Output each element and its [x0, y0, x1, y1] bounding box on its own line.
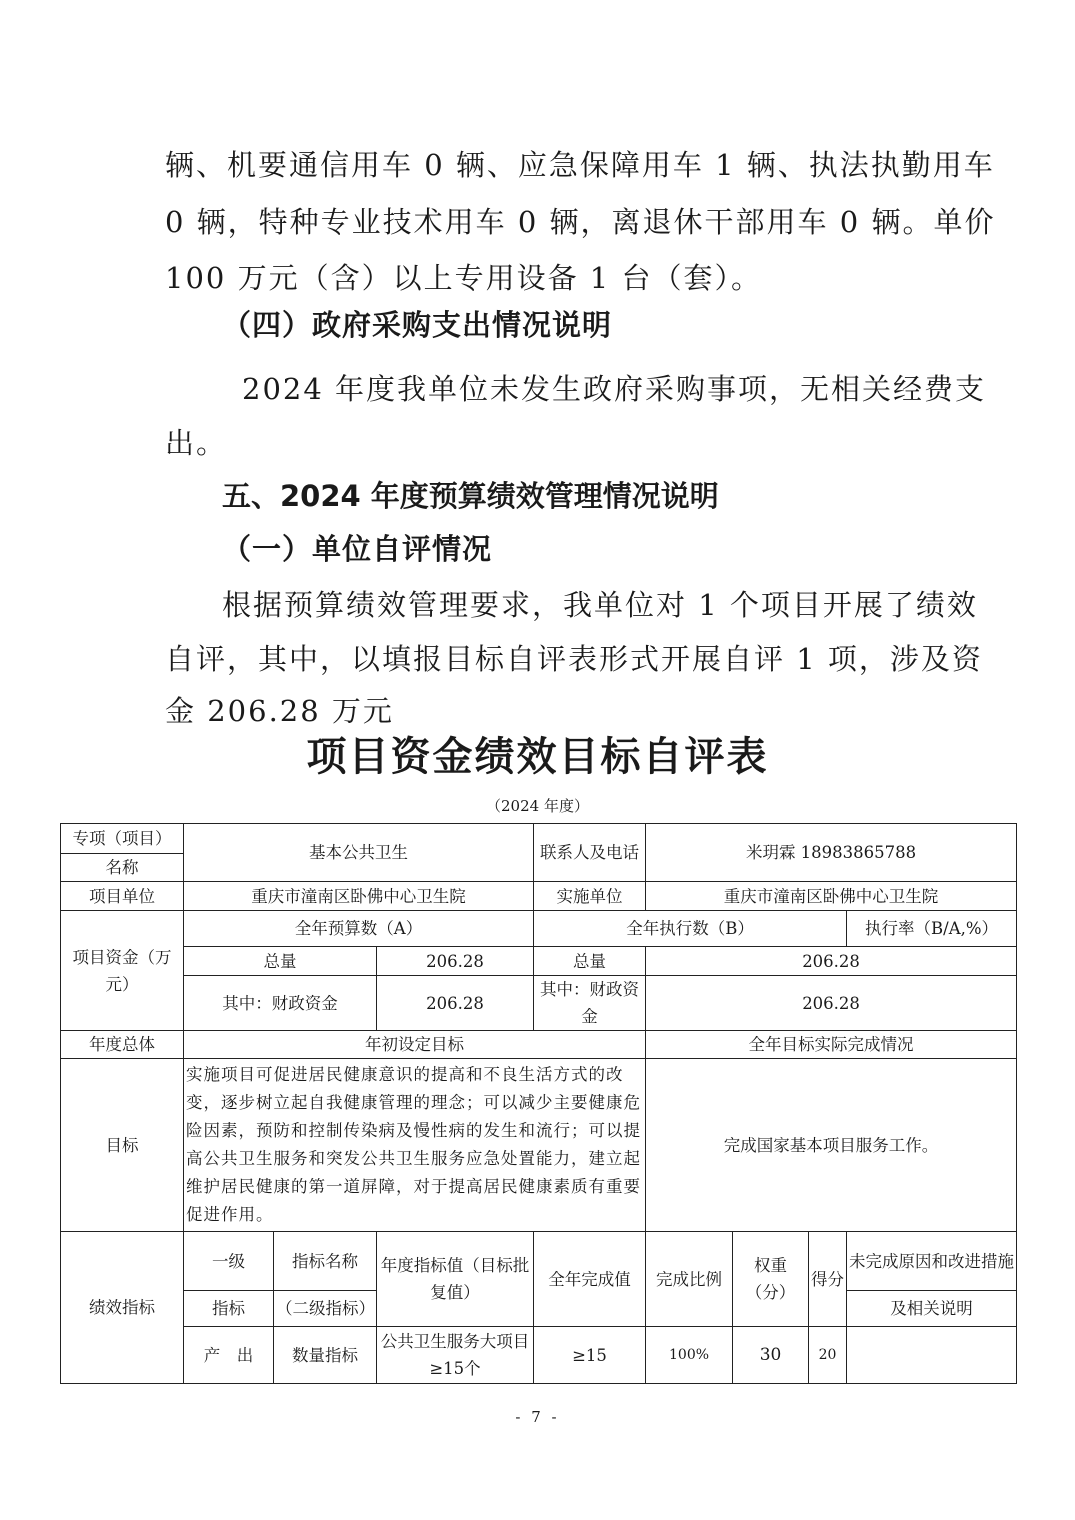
- impl-value: 重庆市潼南区卧佛中心卫生院: [646, 882, 1017, 911]
- initial-goal-header: 年初设定目标: [184, 1031, 646, 1059]
- score-header: 得分: [809, 1232, 847, 1327]
- fiscal-label-b: 其中：财政资金: [534, 976, 646, 1031]
- row-indicator-name: 数量指标: [274, 1327, 377, 1384]
- paragraph-line: 辆、机要通信用车 0 辆、应急保障用车 1 辆、执法执勤用车: [165, 148, 995, 182]
- indicator-name-header-2: （二级指标）: [274, 1291, 377, 1327]
- paragraph-line: 100 万元（含）以上专用设备 1 台（套）。: [165, 261, 762, 295]
- total-budget: 206.28: [377, 947, 534, 976]
- impl-label: 实施单位: [534, 882, 646, 911]
- full-year-done-header: 全年完成值: [534, 1232, 646, 1327]
- perf-label: 绩效指标: [61, 1232, 184, 1384]
- goal-text: 实施项目可促进居民健康意识的提高和不良生活方式的改变，逐步树立起自我健康管理的理念；可以减少主要健康危险因素，预防和控制传染病及慢性病的发生和流行；可以提高公共卫生服务和突发公共卫生服务应急处置能力，建立起维护居民健康的第一道屏障，对于提高居民健康素质有重要促进作用。: [184, 1059, 646, 1232]
- contact-value: 米玥霖 18983865788: [646, 824, 1017, 882]
- paragraph-line: 金 206.28 万元: [165, 694, 394, 728]
- paragraph-line: 根据预算绩效管理要求，我单位对 1 个项目开展了绩效: [222, 588, 978, 622]
- performance-table: [60, 823, 1017, 1384]
- actual-header: 全年目标实际完成情况: [646, 1031, 1017, 1059]
- row-done: ≥15: [534, 1327, 646, 1384]
- weight-header: 权重（分）: [733, 1232, 809, 1327]
- row-reason: [847, 1327, 1017, 1384]
- unit-label: 项目单位: [61, 882, 184, 911]
- paragraph-line: 0 辆，特种专业技术用车 0 辆，离退休干部用车 0 辆。单价: [165, 205, 996, 239]
- table-title: 项目资金绩效目标自评表: [306, 733, 769, 780]
- paragraph-line: 自评，其中，以填报目标自评表形式开展自评 1 项，涉及资: [165, 642, 983, 676]
- section-heading-4: （四）政府采购支出情况说明: [222, 308, 613, 342]
- fiscal-label: 其中：财政资金: [184, 976, 377, 1031]
- project-name-value: 基本公共卫生: [184, 824, 534, 882]
- row-level1: 产 出: [184, 1327, 274, 1384]
- goal-actual: 完成国家基本项目服务工作。: [646, 1059, 1017, 1232]
- reason-header-2: 及相关说明: [847, 1291, 1017, 1327]
- section-heading-5: 五、2024 年度预算绩效管理情况说明: [222, 479, 719, 513]
- annual-value-header: 年度指标值（目标批复值）: [377, 1232, 534, 1327]
- total-label-b: 总量: [534, 947, 646, 976]
- fiscal-exec: 206.28: [646, 976, 1017, 1031]
- total-label: 总量: [184, 947, 377, 976]
- rate-header: 执行率（B/A,%）: [847, 911, 1017, 947]
- project-name-label: 专项（项目）: [61, 824, 184, 854]
- reason-header: 未完成原因和改进措施: [847, 1232, 1017, 1291]
- paragraph-line: 出。: [165, 426, 228, 460]
- row-score: 20: [809, 1327, 847, 1384]
- table-subtitle: （2024 年度）: [486, 797, 589, 815]
- contact-label: 联系人及电话: [534, 824, 646, 882]
- row-target: 公共卫生服务大项目≥15个: [377, 1327, 534, 1384]
- goal-label: 目标: [61, 1059, 184, 1232]
- done-ratio-header: 完成比例: [646, 1232, 733, 1327]
- fiscal-budget: 206.28: [377, 976, 534, 1031]
- total-exec: 206.28: [646, 947, 1017, 976]
- indicator-name-header: 指标名称: [274, 1232, 377, 1291]
- level1-header-2: 指标: [184, 1291, 274, 1327]
- row-weight: 30: [733, 1327, 809, 1384]
- project-name-label-2: 名称: [61, 854, 184, 882]
- funds-label: 项目资金（万元）: [61, 911, 184, 1031]
- paragraph-line: 2024 年度我单位未发生政府采购事项，无相关经费支: [242, 372, 987, 406]
- exec-header: 全年执行数（B）: [534, 911, 847, 947]
- annual-label: 年度总体: [61, 1031, 184, 1059]
- page-number: - 7 -: [515, 1408, 560, 1426]
- row-ratio: 100%: [646, 1327, 733, 1384]
- subsection-heading: （一）单位自评情况: [222, 532, 493, 566]
- budget-header: 全年预算数（A）: [184, 911, 534, 947]
- unit-value: 重庆市潼南区卧佛中心卫生院: [184, 882, 534, 911]
- level1-header: 一级: [184, 1232, 274, 1291]
